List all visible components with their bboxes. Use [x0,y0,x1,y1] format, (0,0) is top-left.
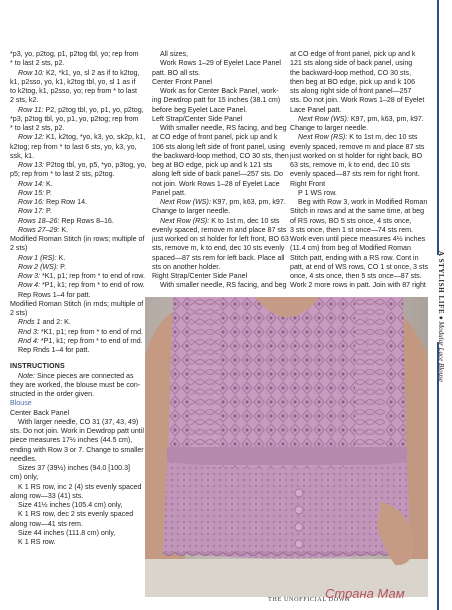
line-text: patt, at end of WS rows, CO 1 st once, 3 sts [290,262,428,271]
line-text: Left Strap/Center Side Panel [152,114,243,123]
row-label: Row 3: [18,272,41,280]
line-text: K. [56,253,66,262]
line-text: along row—41 sts rem. [10,519,83,528]
line-text: P. [44,188,52,197]
text-line [10,170,146,179]
row-label: Rnd 4: [18,336,39,345]
line-text: Size 44 inches (111.8 cm) only, [18,528,116,537]
line-text: evenly spaced—87 sts rem for right front. [290,170,420,179]
subheading-blouse: Blouse [10,399,32,408]
text-line [10,198,146,207]
line-text: 121 sts along side of back panel, using [290,59,413,68]
text-line [10,446,146,455]
line-text: K. [59,225,69,234]
line-text: *P1, k1; rep from * to end of row. [40,281,145,290]
text-line [10,483,146,492]
text-line [10,124,146,133]
text-line [10,318,146,327]
text-line [290,254,426,263]
line-text: Right Strap/Center Side Panel [152,272,248,280]
line-text: Stitch in rows and at the same time, at beg [290,207,425,216]
row-label: Next Row (WS): [160,198,211,206]
text-line [10,50,146,59]
line-text: K97, pm, k63, pm, k97. [348,114,424,123]
text-line [10,143,146,152]
row-label: Row 11: [18,105,44,114]
text-line [290,143,426,152]
text-line [290,115,426,124]
row-label: Row 14: [18,179,45,188]
line-text: along row—33 (41) sts. [10,491,84,500]
line-text: K to 1st m, dec 10 sts [209,216,280,225]
text-line [10,87,146,96]
text-line [10,520,146,529]
text-line [290,69,426,78]
row-label: Row 1 (RS): [18,253,57,262]
text-line [290,180,426,189]
line-text: then beg at BO edge, pick up and k 106 [290,77,416,86]
text-line [10,328,146,337]
line-text: Work even until piece measures 4½ inches [290,235,426,243]
row-label: Next Row (RS): [160,216,210,225]
text-line [152,50,286,59]
text-line [10,133,146,142]
text-line [152,207,286,216]
line-text: k1, p2sso, yo, k1, k2tog tbl, yo, sl 1 as if [10,77,136,86]
text-line [152,143,286,152]
section-heading-instructions: INSTRUCTIONS [10,363,65,371]
line-text: along left side of back panel—257 sts. Do [152,170,283,179]
blouse-photo-illustration [145,297,428,597]
line-text: Rep Rows 8–16. [59,216,114,225]
line-text: sts on another holder. [152,262,221,271]
text-line [290,161,426,170]
line-text: K2, *k1, yo, sl 2 as if to k2tog, [44,68,140,77]
text-line [152,281,286,290]
line-text: sts along right side of front panel—257 [290,87,412,95]
text-line [152,272,286,281]
line-text: K 1 RS row, inc 2 (4) sts evenly spaced [18,482,142,491]
row-label: Row 15: [18,188,45,197]
text-line [10,291,146,300]
line-text: ending with Row 3 or 7. Change to smaller [10,445,144,454]
line-text: just worked on st holder for right back, BO [290,151,423,160]
row-label: Next Row (RS): [298,133,348,142]
text-line [10,300,146,309]
text-line [152,106,286,115]
text-line [152,244,286,253]
line-text: All sizes, [160,50,188,58]
text-line [290,226,426,235]
text-line [152,180,286,189]
line-text: Panel patt. [152,188,186,197]
text-line [290,106,426,115]
text-line [10,69,146,78]
line-text: and 2: K. [40,318,71,327]
watermark: Страна Мам [325,586,405,601]
line-text: the backward-loop method, CO 30 sts, then [152,151,289,160]
line-text: sts. Do not join. Work in Dewdrop patt until [10,427,144,435]
text-line [290,217,426,226]
line-text: K. [44,179,53,188]
text-line [10,427,146,436]
line-text: not join. Work Rows 1–28 of Eyelet Lace [152,179,280,188]
line-text: sts, remove m, k to end, dec 10 sts evenly [152,244,285,253]
line-text: * to last 2 sts, p2. [10,124,65,132]
text-line [10,226,146,235]
text-line [152,115,286,124]
text-line [10,409,146,418]
line-text: Work 2 more rows in patt. Join with 87 right [290,281,426,290]
line-text: Right Front [290,179,326,188]
line-text: once, 4 sts once, then 5 sts once—87 sts. [290,272,422,280]
line-text: Rep Rnds 1–4 for patt. [18,346,90,354]
text-line [10,189,146,198]
text-line [290,170,426,179]
text-line [10,538,146,547]
row-label: Row 12: [18,133,45,142]
line-text: 2 sts) [10,244,28,253]
text-line [152,87,286,96]
text-line [10,418,146,427]
text-column-3 [290,50,426,291]
line-text: * to last 2 sts, p2. [10,59,65,68]
text-line [152,254,286,263]
text-line [290,152,426,161]
line-text: ssk, k1. [10,151,35,160]
text-line [152,189,286,198]
text-line [10,59,146,68]
line-text: (11.4 cm) from beg of Modified Roman [290,244,411,253]
text-line [290,124,426,133]
text-line [290,59,426,68]
note-label: Note: [18,371,35,380]
row-label: Row 17: [18,207,45,216]
text-line [290,87,426,96]
text-line [10,244,146,253]
text-line [10,272,146,281]
line-text: just worked on st holder for left front, BO 63 [152,235,289,243]
text-line [152,161,286,170]
text-line [10,180,146,189]
row-label: Row 2 (WS): [18,262,59,271]
line-text: P 1 WS row. [298,188,337,197]
text-line [152,170,286,179]
blouse-photo [145,297,428,597]
line-text: p5; rep from * to last 2 sts, p2tog. [10,170,115,179]
text-line [10,510,146,519]
row-label: Rnd 3: [18,327,39,336]
footer-running-title: THE UNOFFICIAL DOWN [268,596,351,603]
text-line [152,226,286,235]
line-text: K1, k2tog, *yo, k3, yo, sk2p, k1, [44,133,146,142]
line-text: sts. Do not join. Work Rows 1–28 of Eyelet [290,96,425,105]
text-line [10,96,146,105]
line-text: P2, p2tog tbl, yo, p1, yo, p2tog, [43,105,144,114]
row-label: Rows 27–29: [18,225,60,234]
text-line [10,501,146,510]
row-label: Rows 18–26: [18,216,60,225]
text-line [152,96,286,105]
row-label: Row 4: [18,281,41,290]
text-line [10,235,146,244]
line-text: 106 sts along left side of front panel, using [152,142,285,151]
line-text: piece measures 17½ inches (44.5 cm), [10,436,133,445]
text-line [10,106,146,115]
line-text: to k2tog, k1, p2sso, yo; rep from * to last [10,87,137,95]
note-text: structed in the order given. [10,390,94,398]
row-label: Rnds 1 [18,318,41,327]
text-line [10,281,146,290]
line-text: K97, pm, k63, pm, k97. [210,198,286,206]
text-line [290,207,426,216]
text-line [10,207,146,216]
line-text: beg at BO edge, pick up and k 121 sts [152,161,273,169]
text-line [290,244,426,253]
text-line [10,309,146,318]
bullet-icon: ♦ [437,316,445,320]
sidebar-rule-bottom [437,342,439,610]
sidebar-rule-top [437,0,439,255]
text-line [290,133,426,142]
text-line [290,96,426,105]
text-line [10,152,146,161]
line-text: the backward-loop method, CO 30 sts, [290,68,412,77]
line-text: 3 sts once, then 1 st once—74 sts rem. [290,225,414,234]
line-text: at CO edge of front panel, pick up and k [152,133,278,142]
line-text: Sizes 37 (39½) inches (94.0 [100.3] [18,464,130,472]
line-text: K to 1st m, dec 10 sts [347,133,418,142]
note-line [10,372,146,381]
row-label: Row 10: [18,68,45,77]
text-line [10,254,146,263]
line-text: Size 41½ inches (105.4 cm) only, [18,501,123,509]
row-label: Row 13: [18,161,45,169]
text-line [10,161,146,170]
line-text: of RS rows, BO 5 sts once, 4 sts once, [290,216,412,225]
line-text: Beg with Row 3, work in Modified Roman [298,198,428,206]
line-text: Modified Roman Stitch (in rows; multiple of [10,235,145,243]
text-line [10,115,146,124]
line-text: *p3, p2tog tbl, yo, p1, yo, p2tog; rep from [10,114,139,123]
text-line [10,464,146,473]
row-label: Row 16: [18,198,45,206]
line-text: Stitch patt, ending with a RS row. Cont in [290,253,419,262]
line-text: With larger needle, CO 31 (37, 43, 49) [18,417,139,426]
text-line [290,189,426,198]
line-text: Work as for Center Back Panel, work- [160,87,279,95]
text-line [10,78,146,87]
text-column-2 [152,50,289,291]
line-text: P2tog tbl, yo, p5, *yo, p3tog, yo, [44,161,147,169]
note-text: Since pieces are connected as [34,371,134,380]
text-line [290,50,426,59]
text-line [10,346,146,355]
text-line [10,473,146,482]
text-line [152,235,289,244]
line-text: Rep Row 14. [44,198,88,206]
line-text: K 1 RS row, dec 2 sts evenly spaced [18,510,134,519]
text-line [152,59,286,68]
text-line [152,78,286,87]
line-text: *K1, p1; rep from * to end of row. [40,272,145,280]
text-line [290,78,426,87]
text-line [152,69,286,78]
line-text: at CO edge of front panel, pick up and k [290,50,416,58]
line-text: *K1, p1; rep from * to end of rnd. [38,327,144,336]
text-line [152,263,286,272]
line-text: Modified Roman Stitch (in rnds; multiple of [10,299,144,308]
line-text: k2tog; rep from * to last 6 sts, yo, k3, yo, [10,142,137,151]
line-text: 63 sts, remove m, k to end, dec 10 sts [290,161,410,169]
line-text: needles. [10,454,37,463]
line-text: *p3, yo, p2tog, p1, p2tog tbl, yo; rep from [10,50,139,58]
text-line [10,217,146,226]
line-text: With smaller needle, RS facing, and beg [160,281,287,290]
line-text: P. [44,207,52,216]
text-column-1 [10,50,146,547]
line-text: Work Rows 1–29 of Eyelet Lace Panel [160,59,281,68]
line-text: Center Front Panel [152,77,212,86]
line-text: K 1 RS row. [18,538,56,546]
sidebar-running-head [435,251,447,383]
text-line [10,455,146,464]
line-text: patt. BO all sts. [152,68,201,77]
line-text: spaced—87 sts rem for left back. Place all [152,253,285,262]
text-line [290,263,426,272]
line-text: ing Dewdrop patt for 15 inches (38.1 cm) [152,96,281,105]
line-text: 2 sts) [10,309,28,317]
text-line [10,529,146,538]
text-line [290,281,426,290]
text-line [152,217,286,226]
text-line [10,436,146,445]
section-title: A STYLISH LIFE [437,251,445,315]
text-line [152,133,286,142]
text-line [290,235,426,244]
text-line [10,263,146,272]
text-line [152,198,286,207]
line-text: Lace Panel patt. [290,105,342,114]
line-text: before beg Eyelet Lace Panel. [152,105,248,114]
line-text: P. [58,262,66,271]
line-text: Center Back Panel [10,408,70,417]
text-line [10,337,146,346]
text-line [290,272,426,281]
text-line [10,492,146,501]
spacer [10,355,146,362]
line-text: cm) only, [10,473,39,482]
line-text: With smaller needle, RS facing, and beg [160,124,287,132]
row-label: Next Row (WS): [298,114,349,123]
line-text: evenly spaced, remove m and place 87 sts [152,225,287,234]
text-line [152,124,286,133]
note-text: they are worked, the blouse must be con- [10,380,141,389]
text-line [152,151,289,161]
line-text: evenly spaced, remove m and place 87 sts [290,142,425,151]
line-text: Rep Rows 1–4 for patt. [18,290,91,299]
section-subtitle: Modular Lace Blouse [437,321,445,383]
line-text: Change to larger needle. [152,207,231,216]
text-line [290,198,426,207]
line-text: Change to larger needle. [290,124,369,132]
line-text: *P1, k1; rep from * to end of rnd. [38,336,143,345]
line-text: 2 sts, k2. [10,96,39,105]
